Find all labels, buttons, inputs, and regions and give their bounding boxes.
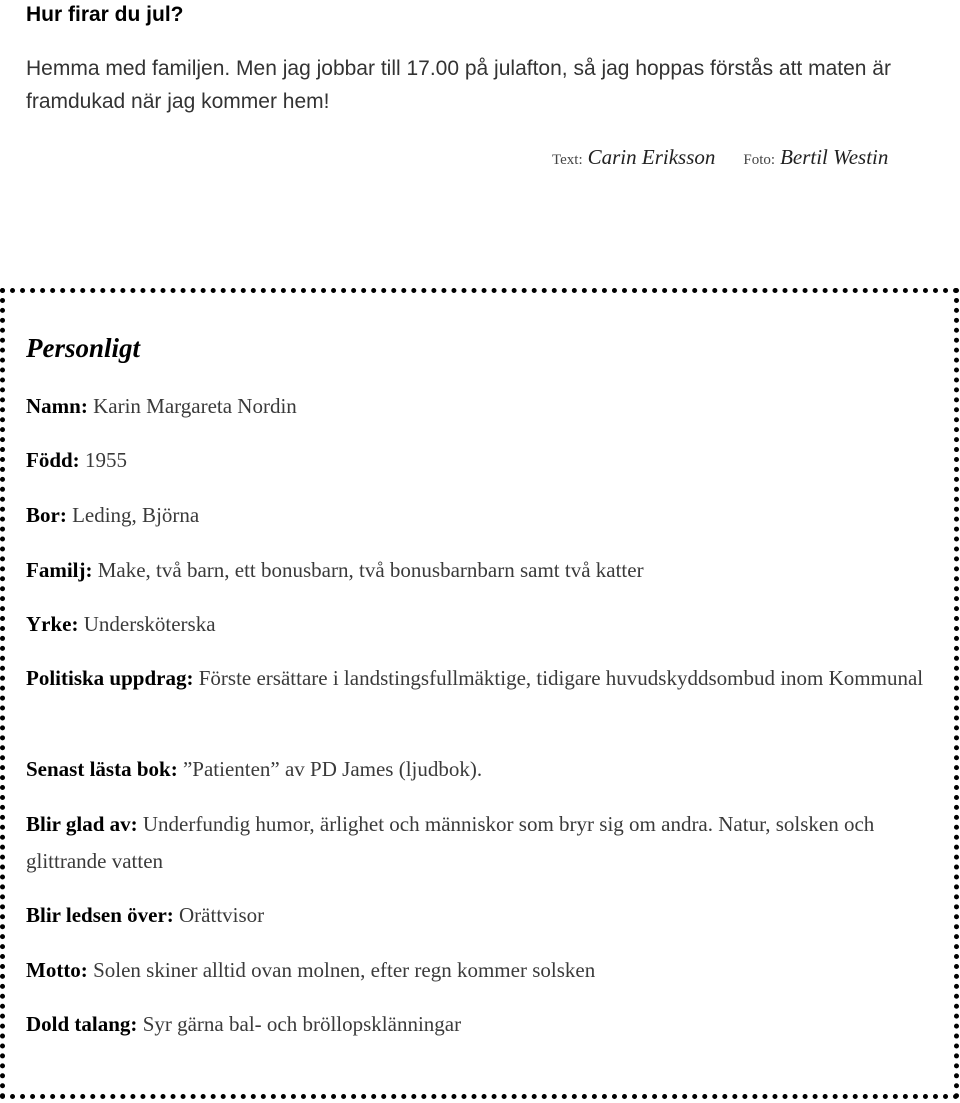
field-label: Född: bbox=[26, 448, 80, 472]
field-political-roles bbox=[26, 660, 946, 697]
field-label: Motto: bbox=[26, 958, 88, 982]
field-happy-about bbox=[26, 806, 946, 880]
field-label: Familj: bbox=[26, 558, 93, 582]
answer-text: Hemma med familjen. Men jag jobbar till 17.00 på julafton, så jag hoppas förstås att maten är framdukad när jag kommer hem! bbox=[26, 57, 891, 113]
field-value: Förste ersättare i landstingsfullmäktige, tidigare huvudskyddsombud inom Kommunal bbox=[198, 666, 924, 690]
field-value: Undersköterska bbox=[83, 612, 216, 636]
field-label: Yrke: bbox=[26, 612, 79, 636]
field-label: Blir ledsen över: bbox=[26, 903, 174, 927]
field-profession bbox=[26, 606, 946, 643]
field-value: Underfundig humor, ärlighet och människor som bryr sig om andra. Natur, solsken och glittrande vatten bbox=[26, 812, 875, 873]
field-label: Blir glad av: bbox=[26, 812, 138, 836]
field-value: Make, två barn, ett bonusbarn, två bonusbarnbarn samt två katter bbox=[97, 558, 644, 582]
text-credit-label: Text: bbox=[552, 152, 583, 168]
field-hidden-talent bbox=[26, 1006, 946, 1043]
credits-line bbox=[552, 142, 888, 175]
field-family bbox=[26, 552, 946, 589]
field-label: Namn: bbox=[26, 394, 88, 418]
field-value: Syr gärna bal- och bröllopsklänningar bbox=[142, 1012, 462, 1036]
field-label: Politiska uppdrag: bbox=[26, 666, 194, 690]
field-label: Bor: bbox=[26, 503, 67, 527]
field-value: ”Patienten” av PD James (ljudbok). bbox=[182, 757, 483, 781]
question-heading: Hur firar du jul? bbox=[26, 3, 184, 26]
field-label: Dold talang: bbox=[26, 1012, 138, 1036]
field-value: Leding, Björna bbox=[72, 503, 200, 527]
field-value: Karin Margareta Nordin bbox=[93, 394, 297, 418]
photo-credit-label: Foto: bbox=[743, 152, 776, 168]
text-credit-name: Carin Eriksson bbox=[587, 145, 716, 169]
photo-credit-name: Bertil Westin bbox=[780, 145, 889, 169]
personal-title: Personligt bbox=[26, 333, 141, 363]
field-lives bbox=[26, 497, 946, 534]
field-last-book bbox=[26, 751, 946, 788]
field-sad-about bbox=[26, 897, 946, 934]
field-value: Orättvisor bbox=[179, 903, 265, 927]
field-label: Senast lästa bok: bbox=[26, 757, 178, 781]
field-born bbox=[26, 442, 946, 479]
field-motto bbox=[26, 952, 946, 989]
field-name bbox=[26, 388, 946, 425]
field-value: 1955 bbox=[84, 448, 127, 472]
field-value: Solen skiner alltid ovan molnen, efter regn kommer solsken bbox=[93, 958, 596, 982]
